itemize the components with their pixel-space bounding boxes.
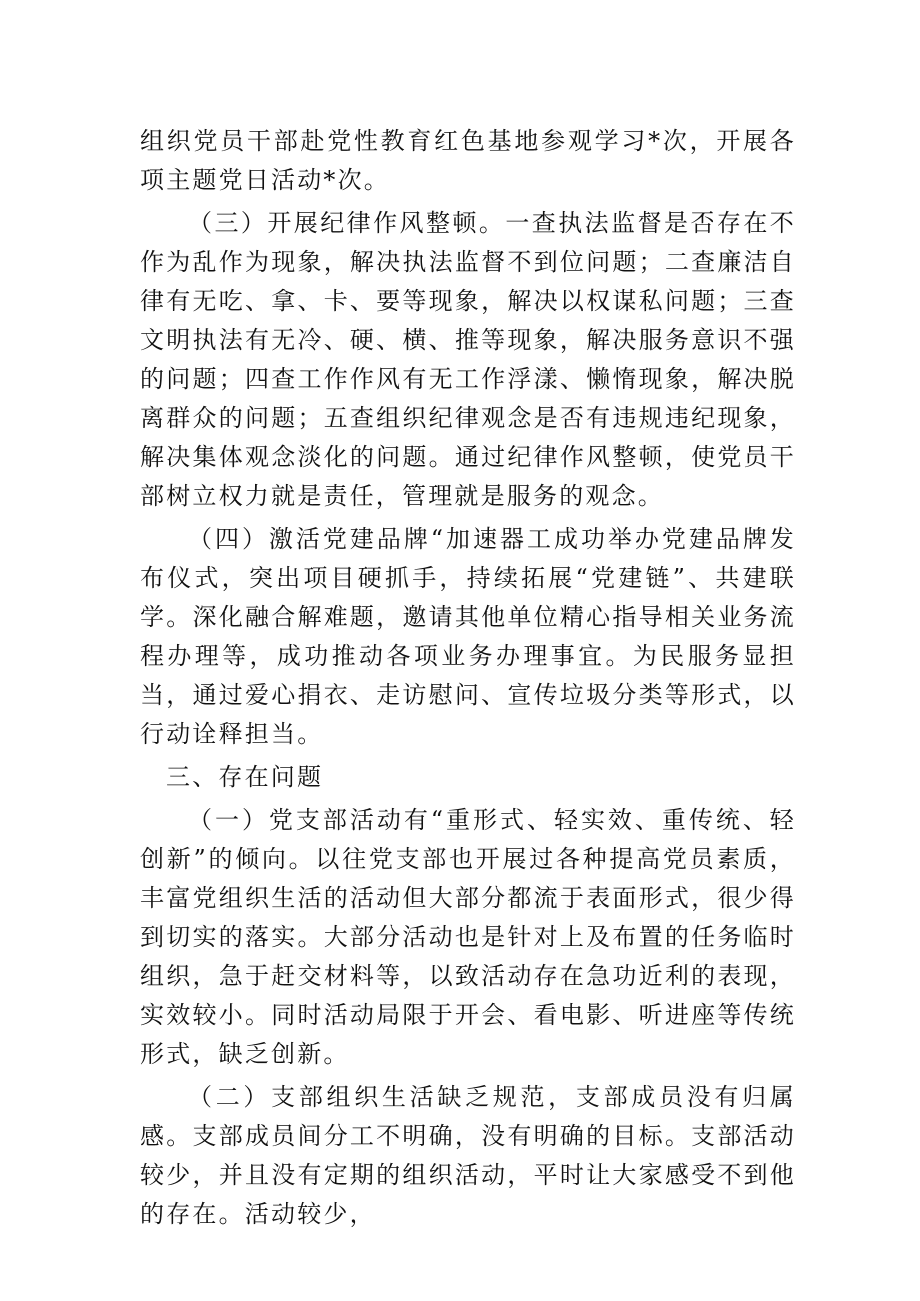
paragraph-party-brand: （四）激活党建品牌“加速器工成功举办党建品牌发布仪式，突出项目硬抓手，持续拓展“党建链”、共建联学。深化融合解难题，邀请其他单位精心指导相关业务流程办理等，成功推动各项业务办理事宜。为民服务显担当，通过爱心捐衣、走访慰问、宣传垃圾分类等形式，以行动诠释担当。 bbox=[140, 525, 796, 748]
paragraph-problem-one: （一）党支部活动有“重形式、轻实效、重传统、轻创新”的倾向。以往党支部也开展过各种提高党员素质，丰富党组织生活的活动但大部分都流于表面形式，很少得到切实的落实。大部分活动也是针对上及布置的任务临时组织，急于赶交材料等，以致活动存在急功近利的表现，实效较小。同时活动局限于开会、看电影、听进座等传统形式，缺乏创新。 bbox=[140, 806, 796, 1068]
paragraph-continuation: 组织党员干部赴党性教育红色基地参观学习*次，开展各项主题党日活动*次。 bbox=[140, 127, 796, 194]
paragraph-discipline-rectification: （三）开展纪律作风整顿。一查执法监督是否存在不作为乱作为现象，解决执法监督不到位问题；二查廉洁自律有无吃、拿、卡、要等现象，解决以权谋私问题；三查文明执法有无冷、硬、横、推等现象，解决服务意识不强的问题；四查工作作风有无工作浮漾、懒惰现象，解决脱离群众的问题；五查组织纪律观念是否有违规违纪现象，解决集体观念淡化的问题。通过纪律作风整顿，使党员干部树立权力就是责任，管理就是服务的观念。 bbox=[140, 209, 796, 510]
section-heading-existing-problems: 三、存在问题 bbox=[166, 763, 324, 791]
paragraph-problem-two: （二）支部组织生活缺乏规范，支部成员没有归属感。支部成员间分工不明确，没有明确的目标。支部活动较少，并且没有定期的组织活动，平时让大家感受不到他的存在。活动较少， bbox=[140, 1083, 796, 1228]
document-body bbox=[140, 122, 796, 1238]
